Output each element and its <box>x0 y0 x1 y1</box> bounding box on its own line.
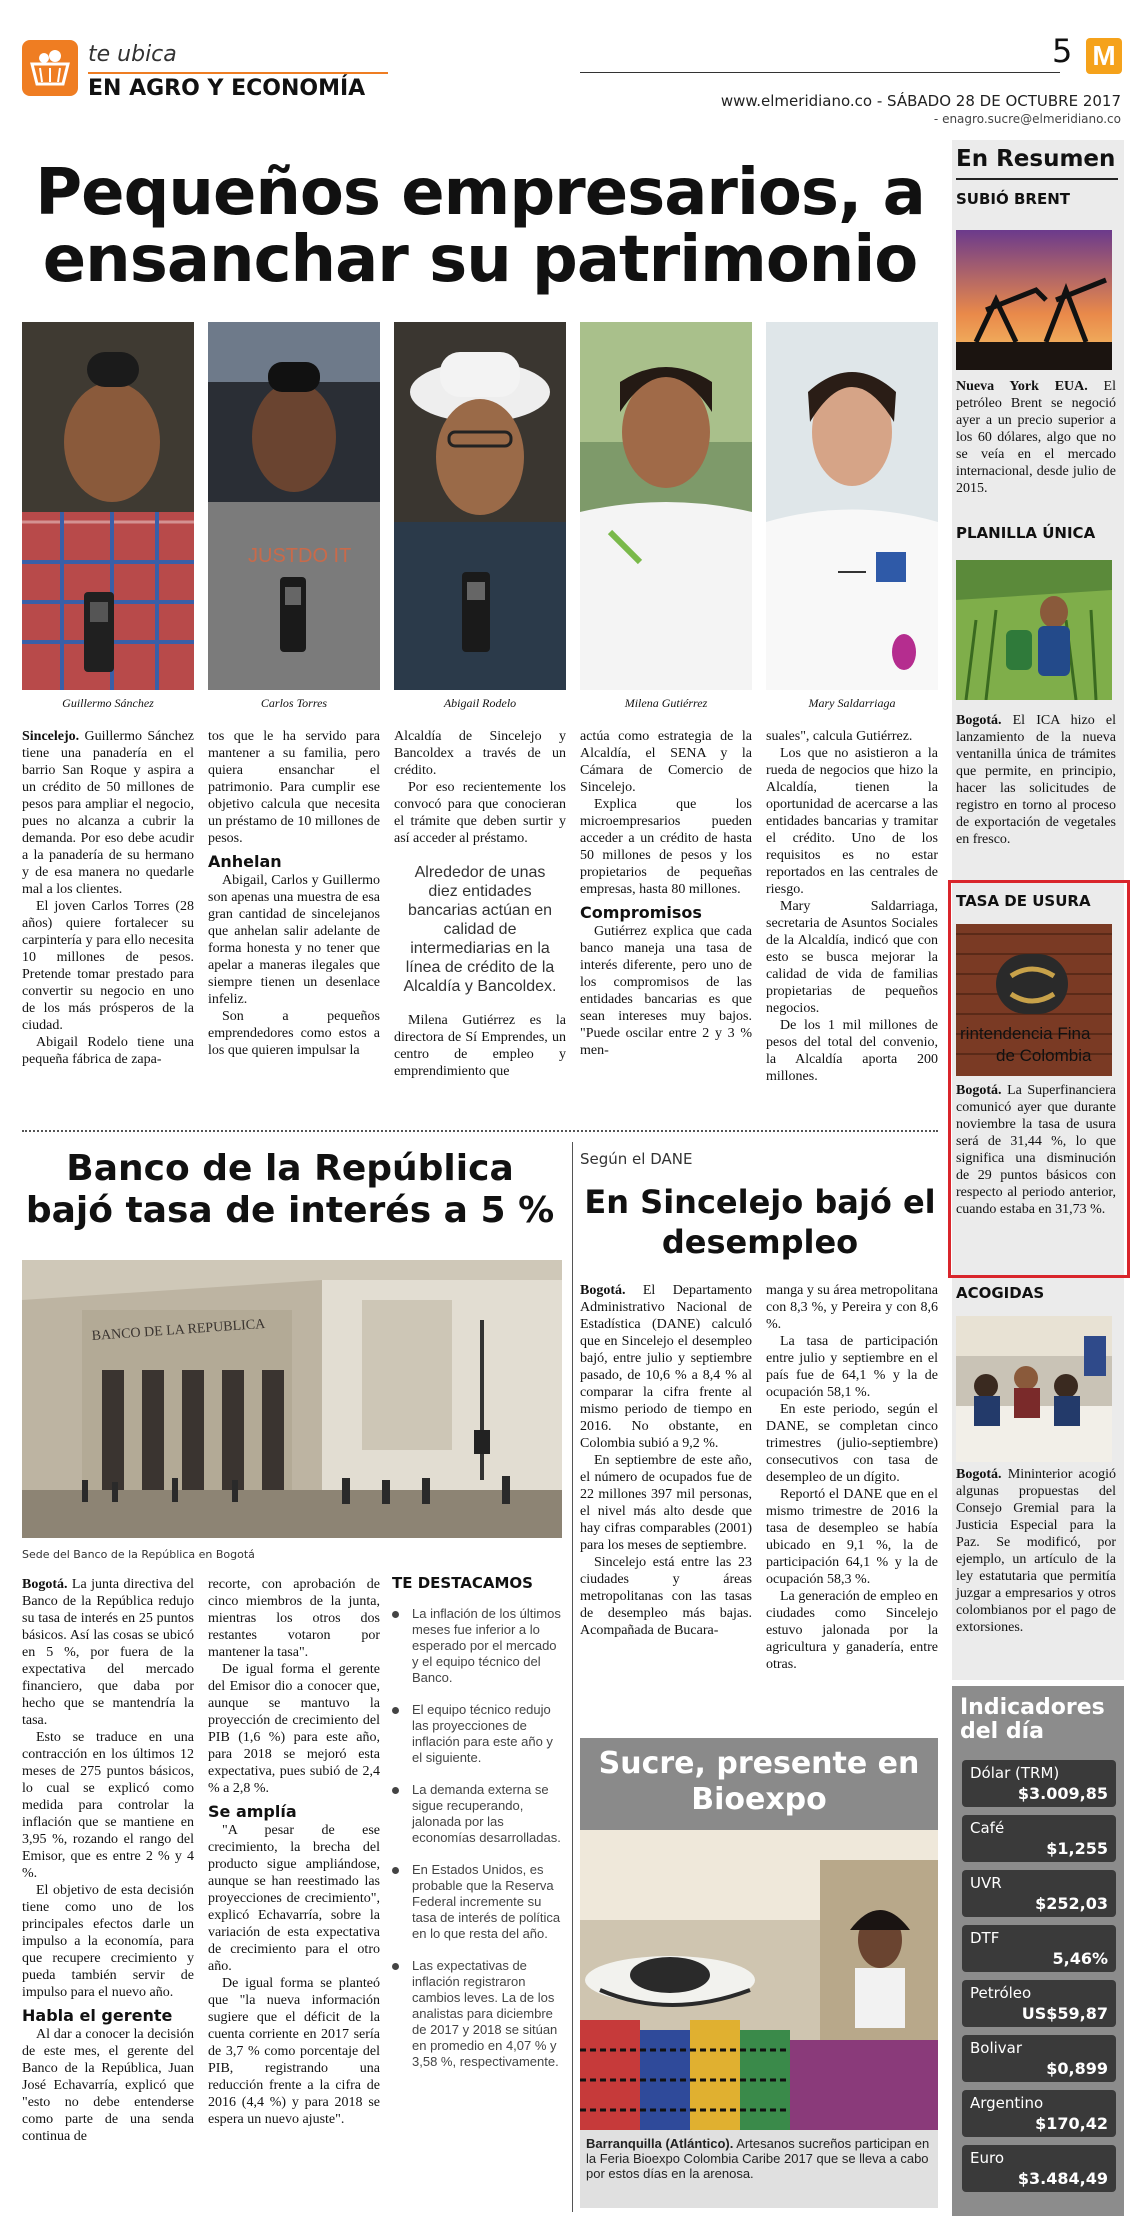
header-email: - enagro.sucre@elmeridiano.co <box>933 112 1121 126</box>
sign-text: rintendencia Fina <box>960 1024 1091 1043</box>
desempleo-col-1 <box>580 1282 752 1639</box>
list-item: El equipo técnico redujo las proyecciones de inflación para este año y el siguiente. <box>392 1702 564 1766</box>
desempleo-col-2 <box>766 1282 938 1673</box>
main-col-2 <box>208 728 380 1059</box>
list-item: Las expectativas de inflación registraron cambios leves. La de los analistas para diciembre de 2017 y 2018 se sitúan en promedio en 4,07 % y 3,58 %, respectivamente. <box>392 1958 564 2070</box>
paragraph: El ICA hizo el lanzamiento de la nueva ventanilla única de trámites que permite, en principio, hacer las solicitudes de registro en torno al proceso de exportación de vegetales en fresco. <box>956 713 1116 847</box>
photo-milena-gutierrez <box>580 322 752 690</box>
section-divider <box>22 1130 938 1132</box>
paragraph: actúa como estrategia de la Alcaldía, el SENA y la Cámara de Comercio de Sincelejo. <box>580 729 752 795</box>
section-kicker: te ubica <box>88 42 177 67</box>
paragraph: tos que le ha servido para mantener a su familia, pero quiera ensanchar el patrimonio. Para cumplir ese objetivo calcula que necesita un préstamo de 10 millones de pesos. <box>208 729 380 846</box>
paragraph: En septiembre de este año, el número de ocupados fue de 22 millones 397 mil personas, el nivel más alto desde que hay cifras comparables (2001) para los meses de septiembre. <box>580 1453 752 1553</box>
page-number: 5 <box>1052 32 1073 70</box>
indicators-title: Indicadores del día <box>960 1695 1105 1744</box>
sidebar-item-brent <box>956 378 1116 497</box>
section-title-rule <box>88 72 388 74</box>
banco-col-1 <box>22 1576 194 2145</box>
paragraph: "A pesar de ese crecimiento, la brecha del producto sigue ampliándose, aunque se han reestimado las proyecciones de crecimiento", explicó Echavarría, sobre la variación de esta expectativa de crecimiento para el otro año. <box>208 1823 380 1974</box>
paragraph: De igual forma se planteó que "la nueva información sugiere que el déficit de la cuenta corriente en 2017 sería de 3,7 % como porcentaje del PIB, registrando una reducción frente a la cifra de 2016 (4,4 %) y para 2018 se espera un nuevo ajuste". <box>208 1976 380 2127</box>
paragraph: Los que no asistieron a la rueda de negocios que hizo la Alcaldía, tienen la oportunidad de acercarse a las entidades bancarias y tramitar el crédito. Uno de los requisitos es no estar reportados en las centrales de riesgo. <box>766 746 938 897</box>
paragraph: Al dar a conocer la decisión de este mes, el gerente del Banco de la República, Juan José Echavarría, explicó que "esto no debe entenderse como parte de una senda continua de <box>22 2027 194 2144</box>
sidebar-heading: SUBIÓ BRENT <box>956 190 1070 208</box>
desempleo-headline: En Sincelejo bajó el desempleo <box>584 1183 936 1261</box>
paragraph: Abigail Rodelo tiene una pequeña fábrica de zapa- <box>22 1035 194 1067</box>
bioexpo-caption <box>586 2136 932 2181</box>
caption-abigail: Abigail Rodelo <box>443 696 517 710</box>
caption-guillermo: Guillermo Sánchez <box>62 696 154 710</box>
paragraph: Milena Gutiérrez es la directora de Sí Emprendes, un centro de empleo y emprendimiento que <box>394 1013 566 1079</box>
desempleo-kicker: Según el DANE <box>580 1150 693 1168</box>
paragraph: La Superfinanciera comunicó ayer que durante noviembre la tasa de usura será de 31,44 %, lo que significa una disminución de 29 puntos básicos con respecto al periodo anterior, cuando estaba en 31,73 %. <box>956 1083 1117 1217</box>
photo-ica-field <box>956 560 1112 700</box>
highlights-box <box>392 1574 564 2086</box>
dateline: Bogotá. <box>956 1467 1002 1482</box>
photo-mary-saldarriaga <box>766 322 938 690</box>
paragraph: De igual forma el gerente del Emisor dio a conocer que, aunque se mantuvo la proyección de crecimiento del PIB (1,6 %) para este año, para 2018 se mejoró esta expectativa, pues subió de 2,4 % a 2,8 %. <box>208 1662 380 1796</box>
indicator-dolar: Dólar (TRM) $3.009,85 <box>962 1760 1116 1807</box>
caption-mary: Mary Saldarriaga <box>808 696 896 710</box>
paragraph: El Departamento Administrativo Nacional de Estadística (DANE) calculó que en Sincelejo el desempleo bajó, entre julio y septiembre pasado, de 10,6 % a 8,4 % al comparar la cifra frente al mismo periodo de tiempo en 2016. No obstante, en Colombia subió a 9,2 %. <box>580 1283 752 1451</box>
paragraph: suales", calcula Gutiérrez. <box>766 729 913 744</box>
indicator-petroleo: Petróleo US$59,87 <box>962 1980 1116 2027</box>
indicator-dtf: DTF 5,46% <box>962 1925 1116 1972</box>
indicator-cafe: Café $1,255 <box>962 1815 1116 1862</box>
svg-text:JUSTDO IT: JUSTDO IT <box>248 545 352 567</box>
dateline: Bogotá. <box>580 1283 626 1298</box>
dateline: Sincelejo. <box>22 729 80 744</box>
section-title: EN AGRO Y ECONOMÍA <box>88 76 366 101</box>
photo-bioexpo-crafts <box>580 1830 938 2130</box>
subhead: Compromisos <box>580 903 702 922</box>
main-col-5 <box>766 728 938 1085</box>
subhead: Anhelan <box>208 852 282 871</box>
paragraph: recorte, con aprobación de cinco miembros de la junta, mientras los otros dos restantes votaron por mantener la tasa". <box>208 1577 380 1660</box>
pull-quote: Alrededor de unas diez entidades bancarias actúan en calidad de intermediarias en la línea de crédito de la Alcaldía y Bancoldex. <box>403 864 557 995</box>
indicator-bolivar: Bolivar $0,899 <box>962 2035 1116 2082</box>
list-item: La inflación de los últimos meses fue inferior a lo esperado por el mercado y el equipo técnico del Banco. <box>392 1606 564 1686</box>
main-col-1 <box>22 728 194 1068</box>
banco-photo-caption: Sede del Banco de la República en Bogotá <box>22 1548 255 1561</box>
paragraph: Alcaldía de Sincelejo y Bancoldex a través de un crédito. <box>394 729 566 778</box>
paragraph: La tasa de participación entre julio y septiembre en el país fue de 64,1 % y la de ocupación 58,1 %. <box>766 1334 938 1400</box>
caption-carlos: Carlos Torres <box>260 696 328 710</box>
indicator-euro: Euro $3.484,49 <box>962 2145 1116 2192</box>
paragraph: De los 1 mil millones de pesos del total del convenio, la Alcaldía aporta 200 millones. <box>766 1018 938 1084</box>
dateline: Nueva York EUA. <box>956 379 1088 394</box>
dateline: Bogotá. <box>956 713 1002 728</box>
sidebar-title: En Resumen <box>956 146 1116 172</box>
caption-milena: Milena Gutiérrez <box>624 696 708 710</box>
sidebar-heading: ACOGIDAS <box>956 1284 1045 1302</box>
paragraph: Abigail, Carlos y Guillermo son apenas una muestra de esa gran cantidad de sincelejanos que anhelan salir adelante de forma honesta y no tener que apelar a maneras ilegales que siempre tienen un desenlace infeliz. <box>208 873 380 1007</box>
photo-guillermo-sanchez <box>22 322 194 690</box>
sidebar-item-acogidas <box>956 1466 1116 1636</box>
column-divider <box>572 1142 573 2212</box>
paragraph: Guillermo Sánchez tiene una panadería en el barrio San Roque y aspira a un crédito de 50 millones de pesos para ampliar el negocio, pues no alcanza a cubrir la demanda. Por eso debe acudir a la panadería de su hermano y de esa manera no quedarle mal a los clientes. <box>22 729 194 897</box>
photo-abigail-rodelo <box>394 322 566 690</box>
list-item: La demanda externa se sigue recuperando, jalonada por las economías desarrolladas. <box>392 1782 564 1846</box>
highlights-list <box>392 1606 564 2070</box>
indicator-argentino: Argentino $170,42 <box>962 2090 1116 2137</box>
paragraph: El joven Carlos Torres (28 años) quiere fortalecer su carpintería y para ello necesita 10 millones de pesos. Pretende tomar prestado para convertir su negocio en uno de los más prósperos de la ciudad. <box>22 899 194 1033</box>
building-sign: BANCO DE LA REPUBLICA <box>91 1316 266 1344</box>
photo-oil-pumps <box>956 230 1112 370</box>
paragraph: El objetivo de esta decisión tiene como uno de los principales efectos darle un impulso a la economía, para que recupere crecimiento y pueda también servir de impulso para el nuevo año. <box>22 1883 194 2000</box>
market-basket-icon <box>22 40 78 96</box>
photo-superfinanciera-sign <box>956 924 1112 1076</box>
paragraph: Por eso recientemente los convocó para que conocieran el trámite que deben surtir y así acceder al préstamo. <box>394 780 566 846</box>
paragraph: El petróleo Brent se negoció ayer a un precio superior a los 60 dólares, algo que no se veía en el mercado internacional, desde julio de 2015. <box>956 379 1116 496</box>
paragraph: Son a pequeños emprendedores como estos a los que quieren impulsar la <box>208 1009 380 1058</box>
sidebar-item-usura <box>956 1082 1116 1218</box>
dateline: Bogotá. <box>22 1577 68 1592</box>
paragraph: La generación de empleo en ciudades como Sincelejo estuvo jalonada por la agricultura y ganadería, entre otras. <box>766 1589 938 1672</box>
banco-col-2 <box>208 1576 380 2128</box>
main-headline: Pequeños empresarios, a ensanchar su patrimonio <box>35 156 925 298</box>
paragraph: manga y su área metropolitana con 8,3 %, y Pereira y con 8,6 %. <box>766 1283 938 1332</box>
paragraph: Mary Saldarriaga, secretaria de Asuntos Sociales de la Alcaldía, indicó que con esto se busca mejorar la calidad de vida de familias propietarias de pequeños negocios. <box>766 899 938 1016</box>
dateline: Barranquilla (Atlántico). <box>586 2136 734 2151</box>
paragraph: Explica que los microempresarios pueden acceder a un crédito de hasta 50 millones de pesos y los propietarios de pequeñas empresas, hasta 80 millones. <box>580 797 752 897</box>
sidebar-title-rule <box>956 178 1118 180</box>
sign-text: de Colombia <box>996 1046 1092 1065</box>
sidebar-heading: TASA DE USURA <box>956 892 1091 910</box>
main-col-4 <box>580 728 752 1059</box>
bioexpo-headline: Sucre, presente en Bioexpo <box>598 1746 920 1817</box>
paragraph: La junta directiva del Banco de la República redujo su tasa de interés en 25 puntos básicos. Así las cosas se ubicó en 5 %, por fuera de la expectativa del mercado financiero, que daba por hecho que se mantendría la tasa. <box>22 1577 194 1728</box>
sidebar-heading: PLANILLA ÚNICA <box>956 524 1096 542</box>
photo-meeting <box>956 1316 1112 1462</box>
header-rule <box>580 72 1060 73</box>
subhead: Habla el gerente <box>22 2006 173 2025</box>
subhead: Se amplía <box>208 1802 297 1821</box>
paragraph: En este periodo, según el DANE, se completan cinco trimestres (julio-septiembre) consecutivos con tasa de desempleo de un dígito. <box>766 1402 938 1485</box>
paragraph: Artesanos sucreños participan en la Feria Bioexpo Colombia Caribe 2017 que se lleva a cabo por estos días en la arenosa. <box>586 2136 930 2181</box>
indicator-uvr: UVR $252,03 <box>962 1870 1116 1917</box>
paragraph: Mininterior acogió algunas propuestas del Consejo Gremial para la Justicia Especial para la Paz. Se modificó, por ejemplo, un artículo de la ley estatutaria que permitía juzgar a empresarios y otros colombianos por el pago de extorsiones. <box>956 1467 1116 1635</box>
paragraph: Reportó el DANE que en el mismo trimestre de 2016 la tasa de desempleo se había ubicado en 9,1 %, la de participación 64,1 % y la de ocupación 58,3 %. <box>766 1487 938 1587</box>
highlights-title: TE DESTACAMOS <box>392 1574 533 1592</box>
dateline: Bogotá. <box>956 1083 1002 1098</box>
main-col-3 <box>394 728 566 1080</box>
sidebar-item-planilla <box>956 712 1116 848</box>
photo-banco-republica <box>22 1260 562 1538</box>
section-logo <box>22 40 78 96</box>
list-item: En Estados Unidos, es probable que la Reserva Federal incremente su tasa de interés de política en lo que resta del año. <box>392 1862 564 1942</box>
banco-headline: Banco de la República bajó tasa de interés a 5 % <box>25 1148 555 1231</box>
paragraph: Gutiérrez explica que cada banco maneja una tasa de interés diferente, pero uno de los compromisos de las entidades bancarias es que sean intereses muy bajos. "Puede oscilar entre 2 y 3 % men- <box>580 924 752 1058</box>
paragraph: Sincelejo está entre las 23 ciudades y áreas metropolitanas con las tasas de desempleo más bajas. Acompañada de Bucara- <box>580 1555 752 1638</box>
brand-badge: M <box>1086 38 1122 74</box>
paragraph: Esto se traduce en una contracción en los últimos 12 meses de 275 puntos básicos, lo cual se explicó como medida para controlar la inflación que se mantiene en 3,95 %, rozando el rango del Emisor, que es entre 2 % y 4 %. <box>22 1730 194 1881</box>
photo-carlos-torres <box>208 322 380 690</box>
site-date: www.elmeridiano.co - SÁBADO 28 DE OCTUBRE 2017 <box>720 92 1121 110</box>
